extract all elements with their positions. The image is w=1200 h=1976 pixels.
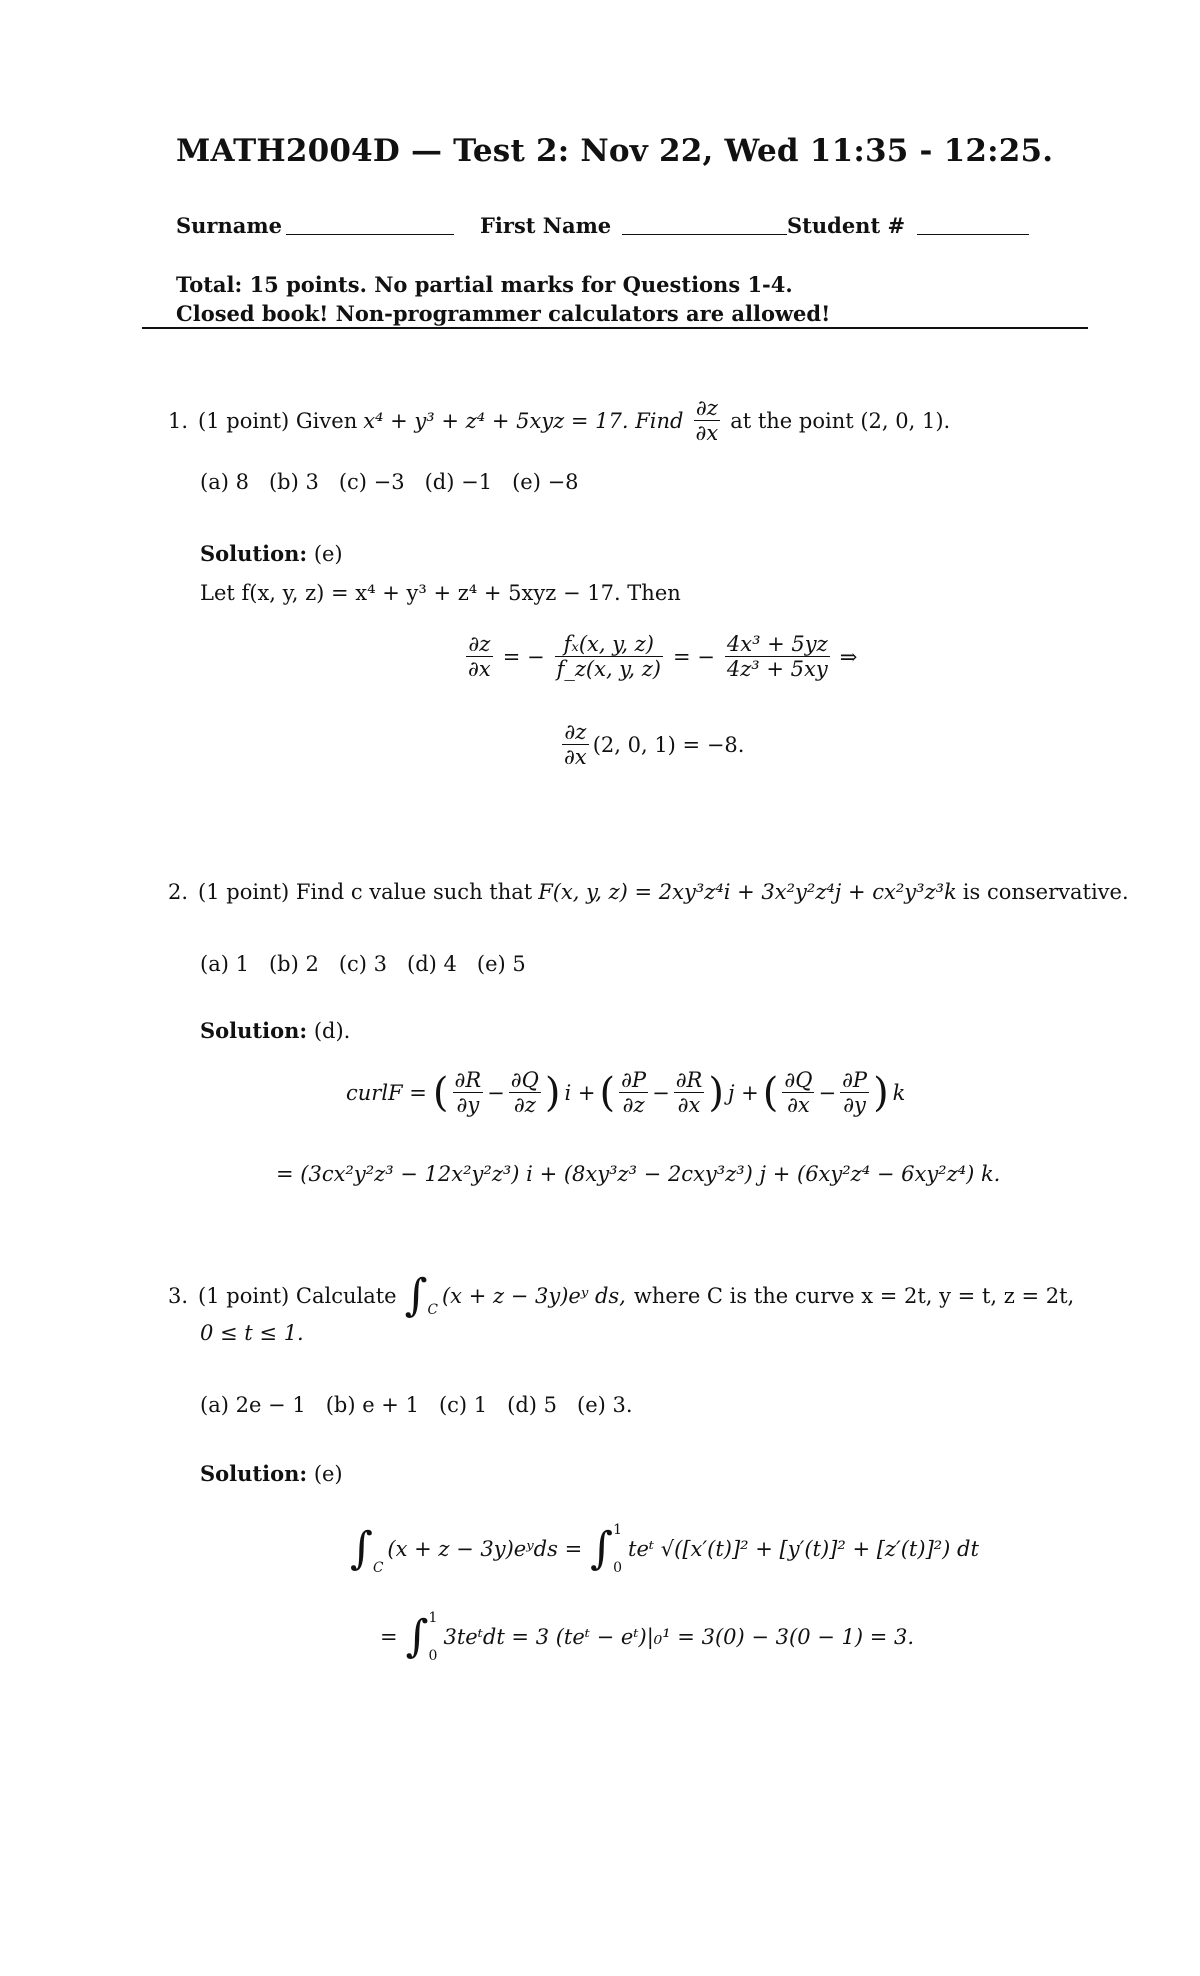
question-1	[168, 396, 950, 445]
q1-solution-heading: Solution: (e)	[200, 541, 343, 566]
q1-tail: at the point (2, 0, 1).	[730, 408, 951, 433]
student-number-label: Student #	[787, 213, 906, 238]
q1-options	[200, 470, 579, 494]
q2-option-a[interactable]: (a) 1	[200, 952, 249, 976]
rules-line: Closed book! Non-programmer calculators are allowed!	[176, 301, 831, 326]
q2-option-b[interactable]: (b) 2	[268, 952, 319, 976]
q2-options	[200, 952, 526, 976]
q1-points: (1 point) Given	[198, 408, 358, 433]
q3-option-c[interactable]: (c) 1	[438, 1393, 488, 1417]
page-title: MATH2004D — Test 2: Nov 22, Wed 11:35 - 12:25.	[176, 133, 1054, 169]
surname-label: Surname	[176, 213, 282, 238]
question-3: 3. (1 point) Calculate ∫ $_C$ (x + z − 3y)eʸ ds, where C is the curve x = 2t, y = t, z = 2t,	[168, 1270, 1075, 1321]
q3-option-b[interactable]: (b) e + 1	[325, 1393, 419, 1417]
q2-curl-equation: curlF = ( $\frac{\partial R}{\partial y}$ − $\frac{\partial Q}{\partial z}$ ) i + ( $\frac{\partial P}{\partial z}$ − $\frac{\partial R}{\partial x}$ ) j + ( $\frac{\partial Q}{\partial x}$ − $\frac{\partial P}{\partial y}$ ) k	[346, 1068, 906, 1118]
total-points-line: Total: 15 points. No partial marks for Questions 1-4.	[176, 272, 793, 297]
q3-solution-line1: ∫ $_C$ (x + z − 3y)eʸds = ∫ 1 0 teᵗ √([x′(t)]² + [y′(t)]² + [z′(t)]²) dt	[350, 1522, 979, 1576]
surname-blank[interactable]	[286, 234, 454, 235]
student-number-blank[interactable]	[917, 234, 1029, 235]
q2-curl-result: = (3cx²y²z³ − 12x²y²z³) i + (8xy³z³ − 2cxy³z³) j + (6xy²z⁴ − 6xy²z⁴) k.	[276, 1162, 1001, 1186]
q1-option-d[interactable]: (d) −1	[424, 470, 493, 494]
q2-vector-field: F(x, y, z) = 2xy³z⁴i + 3x²y²z⁴j + cx²y³z³k	[538, 880, 957, 904]
q2-solution-heading: Solution: (d).	[200, 1018, 351, 1043]
q1-fraction: $\frac{\partial z}{\partial x}$	[695, 396, 719, 446]
q1-option-a[interactable]: (a) 8	[200, 470, 249, 494]
q1-option-b[interactable]: (b) 3	[268, 470, 319, 494]
q3-options	[200, 1393, 633, 1417]
q3-option-e[interactable]: (e) 3.	[577, 1393, 633, 1417]
q1-option-c[interactable]: (c) −3	[338, 470, 405, 494]
q2-option-e[interactable]: (e) 5	[476, 952, 526, 976]
q3-solution-line2: = ∫ 1 0 3teᵗdt = 3 (teᵗ − eᵗ)|₀¹ = 3(0) − 3(0 − 1) = 3.	[380, 1610, 915, 1664]
question-2: 2. (1 point) Find c value such that F(x, y, z) = 2xy³z⁴i + 3x²y²z⁴j + cx²y³z³k is conservative.	[168, 880, 1129, 904]
q3-option-d[interactable]: (d) 5	[507, 1393, 557, 1417]
q1-option-e[interactable]: (e) −8	[512, 470, 579, 494]
first-name-label: First Name	[480, 213, 612, 238]
q1-equation: x⁴ + y³ + z⁴ + 5xyz = 17. Find	[363, 408, 684, 433]
q1-number: 1.	[168, 408, 189, 433]
q3-range: 0 ≤ t ≤ 1.	[200, 1321, 304, 1345]
q1-let-line: Let f(x, y, z) = x⁴ + y³ + z⁴ + 5xyz − 17. Then	[200, 581, 681, 605]
q2-option-c[interactable]: (c) 3	[338, 952, 388, 976]
header-rule	[142, 327, 1088, 329]
q1-solution-eq2: $\frac{\partial z}{\partial x}$ (2, 0, 1) = −8.	[564, 720, 745, 770]
q3-solution-heading: Solution: (e)	[200, 1461, 343, 1486]
first-name-blank[interactable]	[622, 234, 787, 235]
q2-option-d[interactable]: (d) 4	[407, 952, 457, 976]
q3-option-a[interactable]: (a) 2e − 1	[200, 1393, 306, 1417]
q1-solution-eq1: $\frac{\partial z}{\partial x}$ = − $\frac{\text{fₓ(x, y, z)}}{f\_z(x, y, z)}$ = − $\frac{\text{4x³ + 5yz}}{\text{4z³ + 5xy}}$ ⇒	[468, 632, 858, 682]
